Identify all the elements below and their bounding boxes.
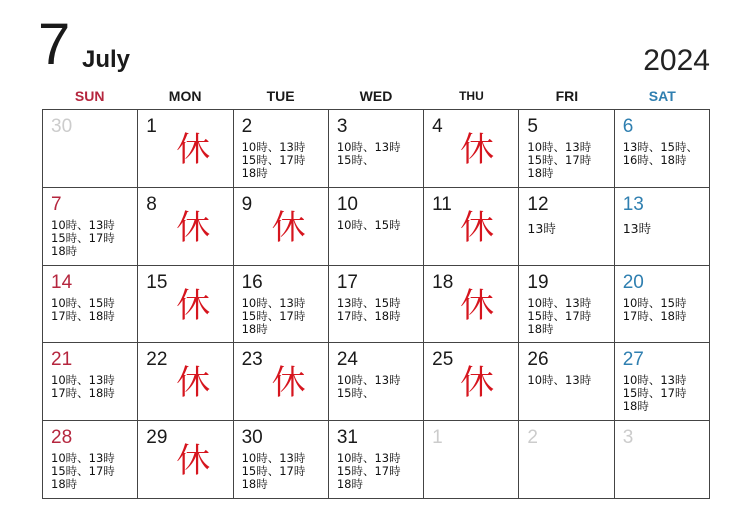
time-slots: 10時、13時 15時、17時 18時 xyxy=(527,295,592,336)
day-number: 3 xyxy=(336,116,348,137)
day-cell[interactable] xyxy=(329,421,424,499)
time-slots: 10時、13時 17時、18時 xyxy=(51,373,115,401)
closed-mark: 休 xyxy=(460,130,495,170)
time-slots: 10時、15時 17時、18時 xyxy=(622,295,687,323)
month-name: July xyxy=(82,46,131,73)
day-cell[interactable] xyxy=(234,343,329,421)
day-number: 22 xyxy=(146,349,168,371)
day-cell[interactable] xyxy=(424,188,519,266)
day-cell[interactable] xyxy=(234,110,329,188)
time-slots: 10時、13時 15時、17時 18時 xyxy=(336,451,401,492)
closed-mark: 休 xyxy=(176,363,211,404)
day-number: 3 xyxy=(622,427,634,449)
time-slots: 10時、13時 15時、17時 18時 xyxy=(241,451,306,492)
weekday-tue: TUE xyxy=(266,88,295,104)
time-slots: 10時、13時 xyxy=(527,373,592,388)
day-number: 25 xyxy=(432,349,454,371)
day-number: 13 xyxy=(622,193,644,215)
day-cell[interactable] xyxy=(615,343,710,421)
day-number: 21 xyxy=(51,349,73,371)
day-cell[interactable] xyxy=(43,188,138,266)
weekday-sat: SAT xyxy=(648,88,676,104)
day-cell[interactable] xyxy=(329,266,424,344)
closed-mark: 休 xyxy=(460,285,495,326)
day-cell[interactable] xyxy=(424,421,519,499)
day-number: 4 xyxy=(432,116,443,137)
day-number: 30 xyxy=(51,116,73,137)
closed-mark: 休 xyxy=(176,285,211,326)
day-number: 1 xyxy=(432,427,443,449)
day-cell[interactable] xyxy=(519,110,614,188)
closed-mark: 休 xyxy=(176,441,211,482)
day-cell[interactable] xyxy=(424,110,519,188)
time-slots: 13時 xyxy=(527,220,556,236)
day-cell[interactable] xyxy=(615,110,710,188)
day-number: 6 xyxy=(622,116,634,137)
closed-mark: 休 xyxy=(176,130,211,170)
day-number: 10 xyxy=(336,193,358,215)
day-number: 16 xyxy=(241,271,263,293)
weekday-thu: THU xyxy=(459,89,484,103)
month-number: 7 xyxy=(38,12,71,77)
closed-mark: 休 xyxy=(271,207,306,248)
time-slots: 10時、13時 15時、17時 18時 xyxy=(241,295,306,336)
time-slots: 10時、15時 17時、18時 xyxy=(51,295,115,323)
day-cell[interactable] xyxy=(519,266,614,344)
closed-mark: 休 xyxy=(460,207,495,248)
day-cell[interactable] xyxy=(615,421,710,499)
weekday-wed: WED xyxy=(359,88,393,104)
time-slots: 10時、13時 15時、17時 18時 xyxy=(51,451,115,492)
day-number: 2 xyxy=(527,427,538,449)
time-slots: 10時、13時 15時、17時 18時 xyxy=(241,140,306,180)
year: 2024 xyxy=(643,44,710,77)
day-cell[interactable] xyxy=(329,188,424,266)
day-cell[interactable] xyxy=(138,266,233,344)
day-number: 24 xyxy=(336,349,358,371)
day-number: 31 xyxy=(336,427,358,449)
time-slots: 10時、13時 15時、17時 18時 xyxy=(622,373,687,414)
day-cell[interactable] xyxy=(43,110,138,188)
day-number: 30 xyxy=(241,427,263,449)
time-slots: 13時、15時 17時、18時 xyxy=(336,295,401,323)
day-cell[interactable] xyxy=(234,188,329,266)
day-cell[interactable] xyxy=(138,421,233,499)
closed-mark: 休 xyxy=(271,363,306,404)
day-number: 11 xyxy=(432,193,452,215)
day-cell[interactable] xyxy=(615,188,710,266)
closed-mark: 休 xyxy=(460,363,495,404)
day-cell[interactable] xyxy=(43,343,138,421)
day-cell[interactable] xyxy=(234,266,329,344)
day-number: 5 xyxy=(527,116,538,137)
weekday-fri: FRI xyxy=(555,88,579,104)
day-cell[interactable] xyxy=(138,110,233,188)
day-number: 7 xyxy=(51,193,62,215)
day-cell[interactable] xyxy=(43,421,138,499)
day-number: 2 xyxy=(241,116,253,137)
time-slots: 10時、15時 xyxy=(336,217,401,232)
day-number: 20 xyxy=(622,271,644,293)
day-cell[interactable] xyxy=(138,343,233,421)
day-number: 19 xyxy=(527,271,549,293)
weekday-mon: MON xyxy=(168,88,202,104)
day-number: 1 xyxy=(146,116,157,137)
calendar-grid xyxy=(42,109,710,499)
day-cell[interactable] xyxy=(329,110,424,188)
day-number: 29 xyxy=(146,427,168,449)
day-cell[interactable] xyxy=(329,343,424,421)
time-slots: 13時 xyxy=(622,220,652,236)
day-cell[interactable] xyxy=(519,343,614,421)
day-cell[interactable] xyxy=(519,188,614,266)
weekday-sun: SUN xyxy=(74,88,105,104)
day-number: 8 xyxy=(146,193,157,215)
day-number: 12 xyxy=(527,193,549,215)
day-number: 27 xyxy=(622,349,644,371)
time-slots: 10時、13時 15時、17時 18時 xyxy=(51,217,115,258)
day-number: 18 xyxy=(432,271,454,293)
day-cell[interactable] xyxy=(519,421,614,499)
day-number: 26 xyxy=(527,349,549,371)
time-slots: 13時、15時、 16時、18時 xyxy=(622,140,698,167)
day-cell[interactable] xyxy=(138,188,233,266)
time-slots: 10時、13時 15時、17時 18時 xyxy=(527,140,592,180)
day-cell[interactable] xyxy=(43,266,138,344)
day-number: 14 xyxy=(51,271,73,293)
day-cell[interactable] xyxy=(424,266,519,344)
day-number: 15 xyxy=(146,271,168,293)
day-number: 23 xyxy=(241,349,263,371)
day-number: 17 xyxy=(336,271,358,293)
day-cell[interactable] xyxy=(424,343,519,421)
day-cell[interactable] xyxy=(234,421,329,499)
day-cell[interactable] xyxy=(615,266,710,344)
time-slots: 10時、13時 15時、 xyxy=(336,140,401,167)
day-number: 9 xyxy=(241,193,253,215)
weekday-header xyxy=(42,84,710,108)
day-number: 28 xyxy=(51,427,73,449)
time-slots: 10時、13時 15時、 xyxy=(336,373,401,401)
closed-mark: 休 xyxy=(176,207,211,248)
